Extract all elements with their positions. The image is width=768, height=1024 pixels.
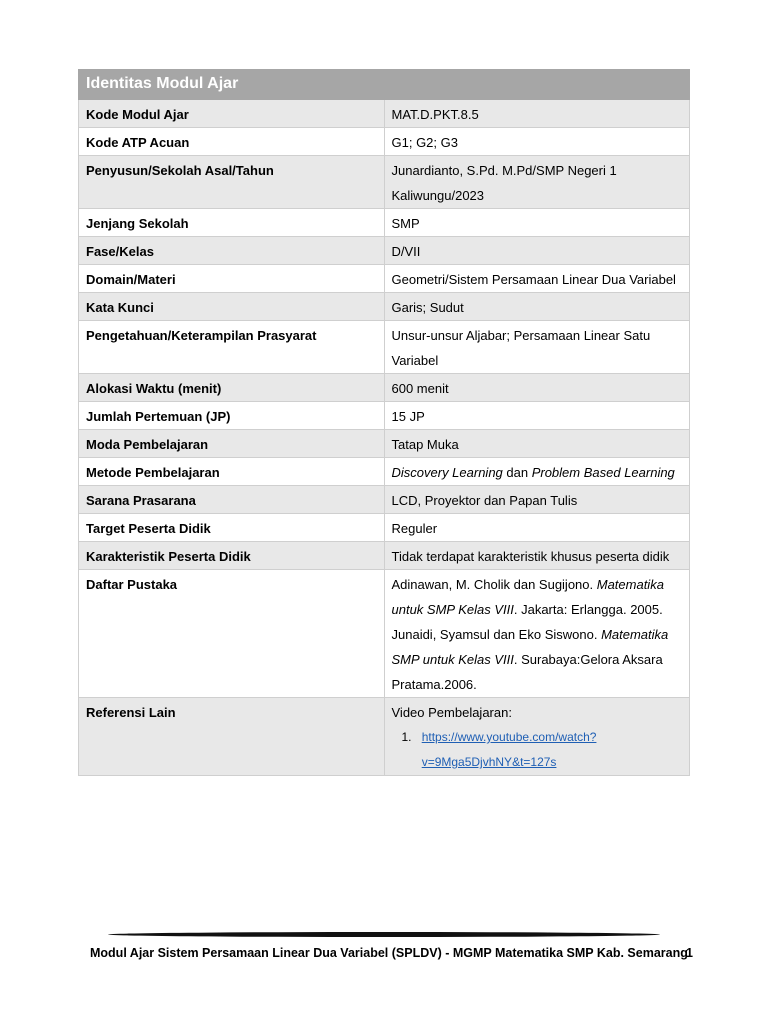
video-intro: Video Pembelajaran:	[391, 705, 512, 720]
table-row	[79, 430, 690, 458]
row-value: G1; G2; G3	[384, 128, 690, 156]
row-value: MAT.D.PKT.8.5	[384, 100, 690, 128]
method-discovery: Discovery Learning	[391, 465, 503, 480]
row-key: Metode Pembelajaran	[79, 458, 385, 486]
row-value: SMP	[384, 209, 690, 237]
ref-author: Junaidi, Syamsul dan Eko Siswono.	[391, 627, 602, 642]
list-number: 1.	[401, 730, 412, 744]
list-item	[402, 725, 683, 775]
row-value: Tatap Muka	[384, 430, 690, 458]
table-row	[79, 237, 690, 265]
table-header-row	[79, 70, 690, 100]
row-key: Jenjang Sekolah	[79, 209, 385, 237]
row-key: Sarana Prasarana	[79, 486, 385, 514]
row-key: Jumlah Pertemuan (JP)	[79, 402, 385, 430]
method-conjunction: dan	[502, 465, 532, 480]
youtube-link[interactable]: https://www.youtube.com/watch?v=9Mga5DjvhNY&t=127s	[421, 730, 597, 769]
row-key: Referensi Lain	[79, 698, 385, 776]
row-key: Karakteristik Peserta Didik	[79, 542, 385, 570]
ref-publisher: . Jakarta: Erlangga. 2005.	[513, 602, 663, 617]
row-value: Junardianto, S.Pd. M.Pd/SMP Negeri 1 Kaliwungu/2023	[384, 156, 690, 209]
ref-title: Matematika untuk SMP Kelas VIII	[391, 577, 664, 617]
page-number: 1	[686, 946, 693, 960]
row-key: Kode Modul Ajar	[79, 100, 385, 128]
reference-1	[392, 572, 683, 622]
row-value: Unsur-unsur Aljabar; Persamaan Linear Satu Variabel	[384, 321, 690, 374]
row-value: D/VII	[384, 237, 690, 265]
row-value: 600 menit	[384, 374, 690, 402]
row-value: Tidak terdapat karakteristik khusus peserta didik	[384, 542, 690, 570]
table-row	[79, 458, 690, 486]
table-row	[79, 156, 690, 209]
table-row	[79, 402, 690, 430]
table-row	[79, 293, 690, 321]
video-list	[392, 725, 683, 775]
row-key: Penyusun/Sekolah Asal/Tahun	[79, 156, 385, 209]
table-row	[79, 209, 690, 237]
row-value: 15 JP	[384, 402, 690, 430]
table-row	[79, 542, 690, 570]
row-key: Kata Kunci	[79, 293, 385, 321]
footer-divider	[108, 932, 660, 937]
table-row	[79, 698, 690, 776]
identity-table	[78, 69, 690, 776]
ref-publisher: . Surabaya:Gelora Aksara Pratama.2006.	[391, 652, 663, 692]
table-row	[79, 514, 690, 542]
table-row	[79, 374, 690, 402]
row-key: Domain/Materi	[79, 265, 385, 293]
reference-2	[392, 622, 683, 697]
row-key: Moda Pembelajaran	[79, 430, 385, 458]
table-row	[79, 321, 690, 374]
table-title: Identitas Modul Ajar	[79, 70, 690, 100]
row-value: Geometri/Sistem Persamaan Linear Dua Variabel	[384, 265, 690, 293]
table-row	[79, 265, 690, 293]
row-value	[384, 570, 690, 698]
ref-title: Matematika SMP untuk Kelas VIII	[391, 627, 669, 667]
table-row	[79, 128, 690, 156]
row-value: Reguler	[384, 514, 690, 542]
table-row	[79, 570, 690, 698]
row-key: Target Peserta Didik	[79, 514, 385, 542]
table-row	[79, 486, 690, 514]
footer-text: Modul Ajar Sistem Persamaan Linear Dua Variabel (SPLDV) - MGMP Matematika SMP Kab. Semarang	[90, 946, 688, 960]
row-key: Fase/Kelas	[79, 237, 385, 265]
row-key: Kode ATP Acuan	[79, 128, 385, 156]
row-key: Daftar Pustaka	[79, 570, 385, 698]
row-value	[384, 698, 690, 776]
ref-author: Adinawan, M. Cholik dan Sugijono.	[391, 577, 597, 592]
row-value: LCD, Proyektor dan Papan Tulis	[384, 486, 690, 514]
page-footer	[90, 946, 700, 960]
row-key: Pengetahuan/Keterampilan Prasyarat	[79, 321, 385, 374]
row-key: Alokasi Waktu (menit)	[79, 374, 385, 402]
row-value	[384, 458, 690, 486]
table-row	[79, 100, 690, 128]
row-value: Garis; Sudut	[384, 293, 690, 321]
method-pbl: Problem Based Learning	[531, 465, 675, 480]
